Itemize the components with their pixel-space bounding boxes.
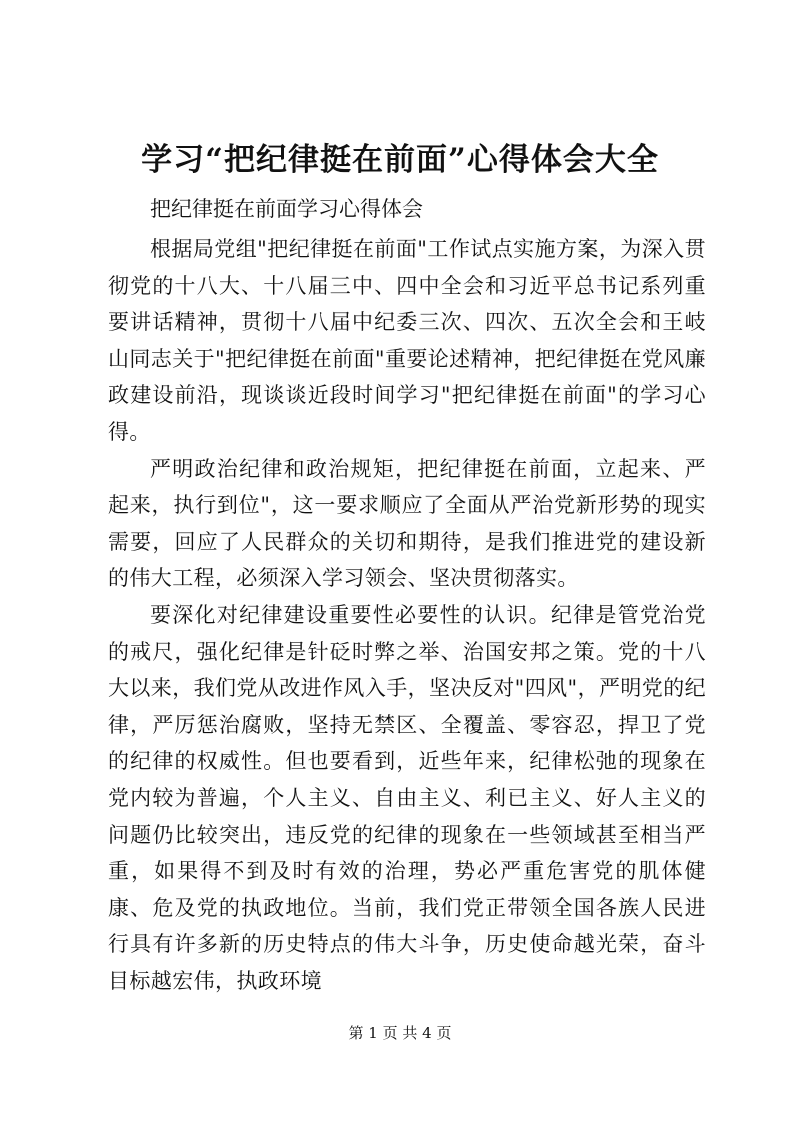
paragraph-2: 严明政治纪律和政治规矩，把纪律挺在前面，立起来、严起来，执行到位"，这一要求顺应了全面从严治党新形势的现实需要，回应了人民群众的关切和期待，是我们推进党的建设新的伟大工程，必须深入学习领会、坚决贯彻落实。 bbox=[108, 456, 706, 591]
document-body bbox=[108, 231, 706, 999]
paragraph-3: 要深化对纪律建设重要性必要性的认识。纪律是管党治党的戒尺，强化纪律是针砭时弊之举、治国安邦之策。党的十八大以来，我们党从改进作风入手，坚决反对"四风"，严明党的纪律，严厉惩治腐败，坚持无禁区、全覆盖、零容忍，捍卫了党的纪律的权威性。但也要看到，近些年来，纪律松弛的现象在党内较为普遍，个人主义、自由主义、利已主义、好人主义的问题仍比较突出，违反党的纪律的现象在一些领域甚至相当严重，如果得不到及时有效的治理，势必严重危害党的肌体健康、危及党的执政地位。当前，我们党正带领全国各族人民进行具有许多新的历史特点的伟大斗争，历史使命越光荣，奋斗目标越宏伟，执政环境 bbox=[108, 602, 706, 993]
paragraph-1: 根据局党组"把纪律挺在前面"工作试点实施方案，为深入贯彻党的十八大、十八届三中、四中全会和习近平总书记系列重要讲话精神，贯彻十八届中纪委三次、四次、五次全会和王岐山同志关于"把纪律挺在前面"重要论述精神，把纪律挺在党风廉政建设前沿，现谈谈近段时间学习"把纪律挺在前面"的学习心得。 bbox=[108, 237, 706, 444]
page-number-footer: 第 1 页 共 4 页 bbox=[348, 1024, 452, 1042]
document-subtitle: 把纪律挺在前面学习心得体会 bbox=[150, 197, 423, 221]
document-title: 学习“把纪律挺在前面”心得体会大全 bbox=[141, 142, 659, 178]
